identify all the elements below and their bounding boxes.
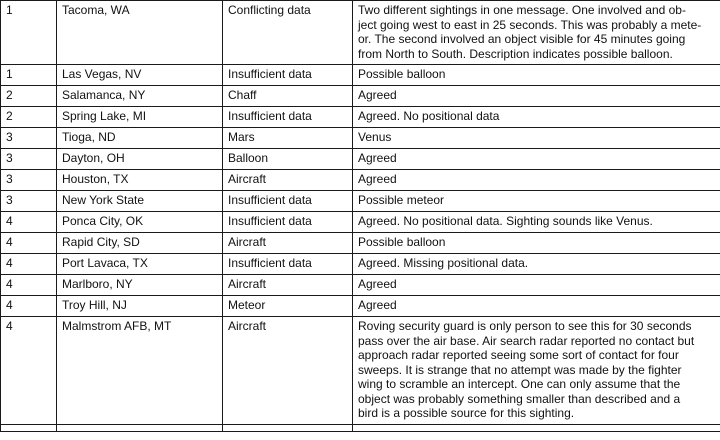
comment-line: Roving security guard is only person to see this for 30 seconds	[358, 319, 692, 333]
day-cell: 4	[1, 212, 57, 233]
comment-line: wing to scramble an intercept. One can only assume that the	[358, 377, 681, 391]
comment-line: ject going west to east in 25 seconds. This was probably a mete-	[358, 17, 702, 32]
evaluation-cell: Aircraft	[223, 275, 353, 296]
location-cell: Malmstrom AFB, MT	[57, 317, 223, 425]
location-cell: Las Vegas, NV	[57, 65, 223, 86]
comment-cell: Agreed. Missing positional data.	[353, 254, 720, 275]
table-row	[1, 170, 720, 191]
evaluation-cell: Insufficient data	[223, 107, 353, 128]
day-cell: 4	[1, 275, 57, 296]
table-row	[1, 254, 720, 275]
comment-line: Two different sightings in one message. One involved and ob-	[358, 3, 686, 17]
evaluation-cell: Chaff	[223, 86, 353, 107]
evaluation-cell: Conflicting data	[223, 1, 353, 65]
table-row	[1, 233, 720, 254]
day-cell: 4	[1, 254, 57, 275]
comment-cell: Agreed	[353, 170, 720, 191]
comment-cell: Agreed. No positional data. Sighting sounds like Venus.	[353, 212, 720, 233]
location-cell: Rapid City, SD	[57, 233, 223, 254]
comment-cell: Agreed	[353, 275, 720, 296]
evaluation-cell: Balloon	[223, 149, 353, 170]
day-cell: 4	[1, 296, 57, 317]
day-cell: 4	[1, 317, 57, 425]
day-cell: 3	[1, 149, 57, 170]
evaluation-cell: Insufficient data	[223, 65, 353, 86]
day-cell: 3	[1, 128, 57, 149]
evaluation-cell: Meteor	[223, 296, 353, 317]
evaluation-cell: Aircraft	[223, 170, 353, 191]
comment-line: from North to South. Description indicates possible balloon.	[358, 46, 673, 61]
comment-cell: Possible balloon	[353, 65, 720, 86]
location-cell: Tioga, ND	[57, 128, 223, 149]
table-row	[1, 212, 720, 233]
empty-cell	[1, 424, 57, 431]
evaluation-cell: Insufficient data	[223, 212, 353, 233]
comment-cell	[353, 1, 720, 65]
comment-line: object was probably something smaller than described and a	[358, 391, 681, 406]
evaluation-cell: Aircraft	[223, 317, 353, 425]
location-cell: Marlboro, NY	[57, 275, 223, 296]
table-row	[1, 65, 720, 86]
table-row-partial	[1, 424, 720, 431]
table-row	[1, 107, 720, 128]
comment-line: approach radar reported seeing some sort of contact for four	[358, 348, 679, 362]
location-cell: Ponca City, OK	[57, 212, 223, 233]
table-row	[1, 1, 720, 65]
location-cell: Salamanca, NY	[57, 86, 223, 107]
day-cell: 2	[1, 107, 57, 128]
comment-cell: Possible meteor	[353, 191, 720, 212]
comment-line: pass over the air base. Air search radar reported no contact but	[358, 333, 695, 348]
day-cell: 3	[1, 170, 57, 191]
location-cell: Tacoma, WA	[57, 1, 223, 65]
empty-cell	[223, 424, 353, 431]
evaluation-cell: Insufficient data	[223, 254, 353, 275]
table-row	[1, 191, 720, 212]
table-row	[1, 149, 720, 170]
comment-cell: Venus	[353, 128, 720, 149]
comment-cell: Possible balloon	[353, 233, 720, 254]
day-cell: 1	[1, 1, 57, 65]
location-cell: Houston, TX	[57, 170, 223, 191]
day-cell: 2	[1, 86, 57, 107]
comment-cell: Agreed	[353, 296, 720, 317]
comment-line: sweeps. It is strange that no attempt was made by the fighter	[358, 362, 682, 377]
location-cell: Dayton, OH	[57, 149, 223, 170]
table-row	[1, 296, 720, 317]
evaluation-cell: Mars	[223, 128, 353, 149]
location-cell: New York State	[57, 191, 223, 212]
table-row	[1, 86, 720, 107]
evaluation-cell: Aircraft	[223, 233, 353, 254]
empty-cell	[57, 424, 223, 431]
day-cell: 1	[1, 65, 57, 86]
comment-line: bird is a possible source for this sighting.	[358, 406, 575, 420]
day-cell: 4	[1, 233, 57, 254]
day-cell: 3	[1, 191, 57, 212]
comment-cell: Agreed	[353, 86, 720, 107]
comment-cell	[353, 317, 720, 425]
empty-cell	[353, 424, 720, 431]
table-row	[1, 275, 720, 296]
location-cell: Port Lavaca, TX	[57, 254, 223, 275]
comment-cell: Agreed	[353, 149, 720, 170]
evaluation-cell: Insufficient data	[223, 191, 353, 212]
table-row	[1, 128, 720, 149]
location-cell: Troy Hill, NJ	[57, 296, 223, 317]
comment-line: or. The second involved an object visible for 45 minutes going	[358, 32, 686, 46]
comment-cell: Agreed. No positional data	[353, 107, 720, 128]
location-cell: Spring Lake, MI	[57, 107, 223, 128]
table-row	[1, 317, 720, 425]
